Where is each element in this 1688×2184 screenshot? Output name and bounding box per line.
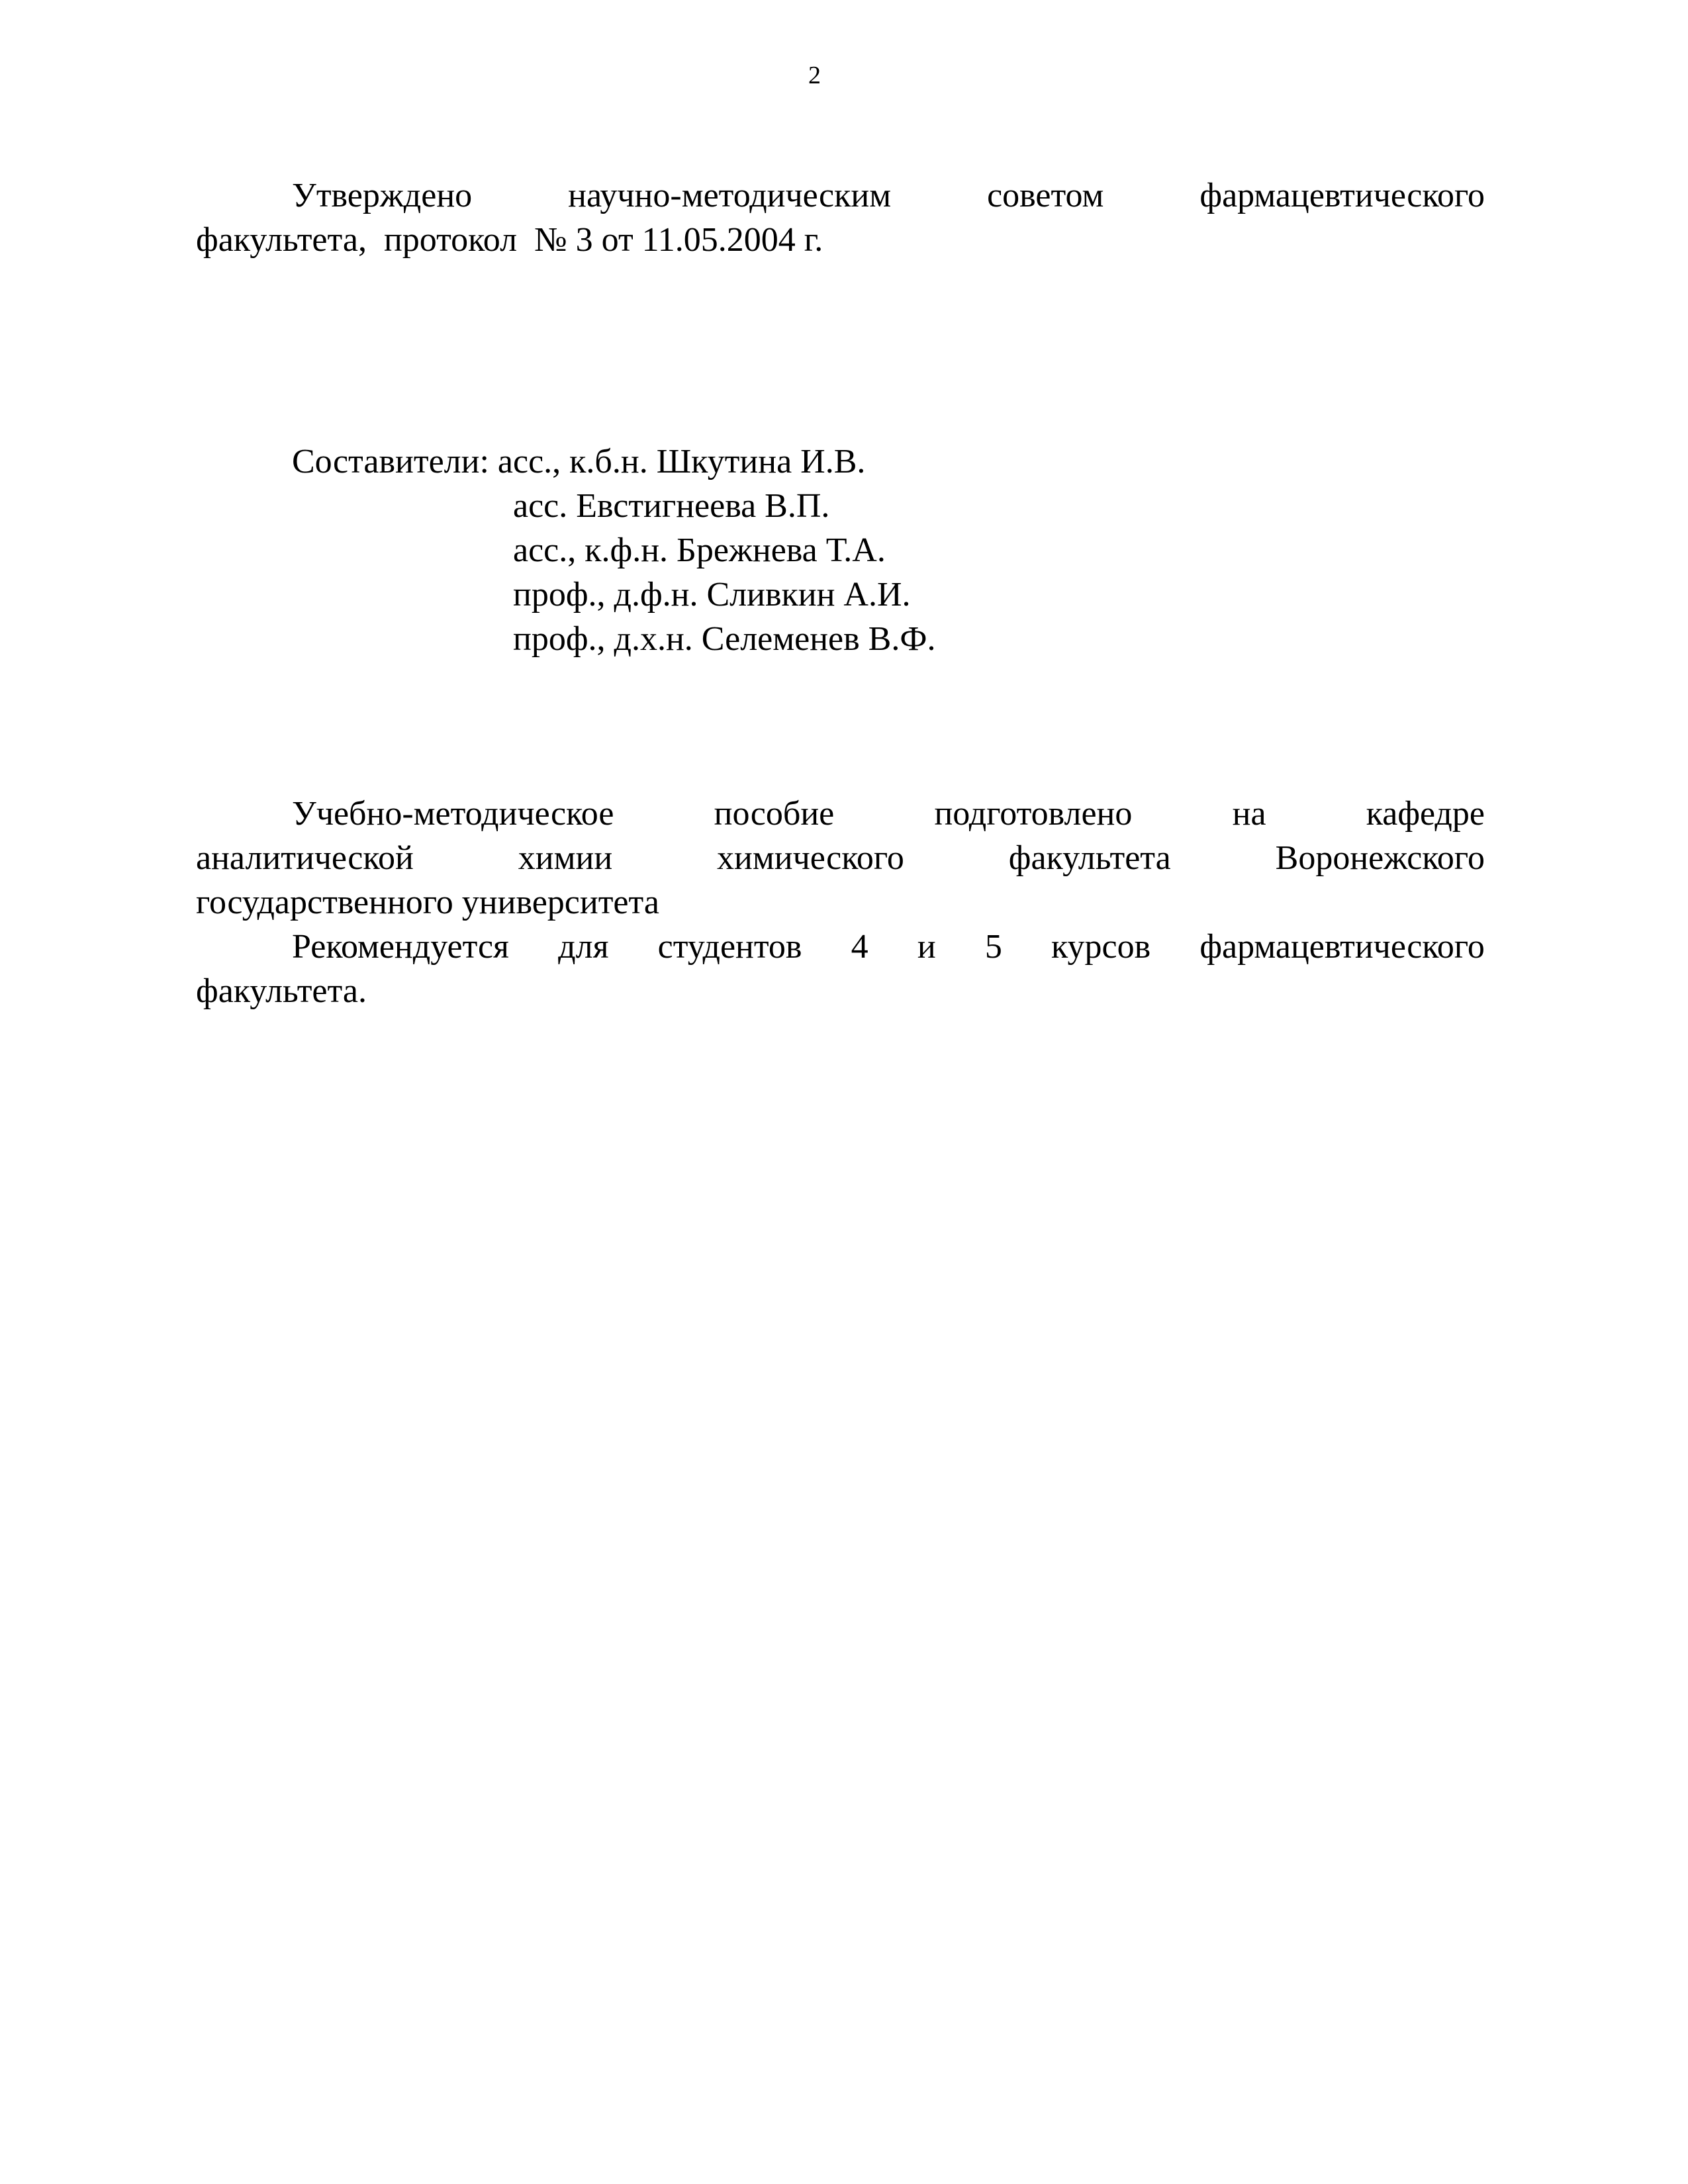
recommended-line-1 (196, 925, 1485, 969)
page-number: 2 (808, 62, 821, 89)
word: фармацевтического (1199, 177, 1485, 214)
word: советом (987, 177, 1104, 214)
word: 4 (851, 928, 868, 966)
word: Воронежского (1275, 839, 1485, 877)
word: аналитической (196, 839, 414, 877)
word: и (917, 928, 936, 966)
word: Рекомендуется (292, 928, 509, 966)
compilers-block (292, 439, 935, 661)
compilers-first-row (292, 439, 935, 484)
compilers-label: Составители: (292, 443, 489, 480)
recommended-line-2: факультета. (196, 972, 367, 1010)
compiler-name: асс., к.ф.н. Брежнева Т.А. (513, 531, 886, 569)
word: кафедре (1366, 795, 1485, 833)
word: курсов (1051, 928, 1151, 966)
word: химии (518, 839, 613, 877)
word: 5 (984, 928, 1002, 966)
approval-line-1 (196, 173, 1485, 218)
word: Утверждено (292, 177, 473, 214)
word: фармацевтического (1199, 928, 1485, 966)
word: подготовлено (934, 795, 1133, 833)
prepared-paragraph (196, 792, 1485, 925)
word: для (558, 928, 609, 966)
recommended-paragraph (196, 925, 1485, 1013)
word: студентов (657, 928, 802, 966)
compiler-name: проф., д.ф.н. Сливкин А.И. (513, 576, 911, 614)
compiler-name: асс., к.б.н. Шкутина И.В. (497, 443, 866, 480)
prepared-line-1 (196, 792, 1485, 836)
prepared-line-3: государственного университета (196, 884, 659, 921)
word: факультета (1008, 839, 1171, 877)
compiler-name: асс. Евстигнеева В.П. (513, 487, 830, 525)
word: пособие (714, 795, 835, 833)
compiler-name: проф., д.х.н. Селеменев В.Ф. (513, 620, 936, 658)
word: научно-методическим (568, 177, 892, 214)
prepared-line-2 (196, 836, 1485, 880)
word: химического (717, 839, 904, 877)
word: Учебно-методическое (292, 795, 614, 833)
approval-paragraph (196, 173, 1485, 262)
approval-line-2: факультета, протокол № 3 от 11.05.2004 г. (196, 221, 823, 259)
word: на (1232, 795, 1266, 833)
